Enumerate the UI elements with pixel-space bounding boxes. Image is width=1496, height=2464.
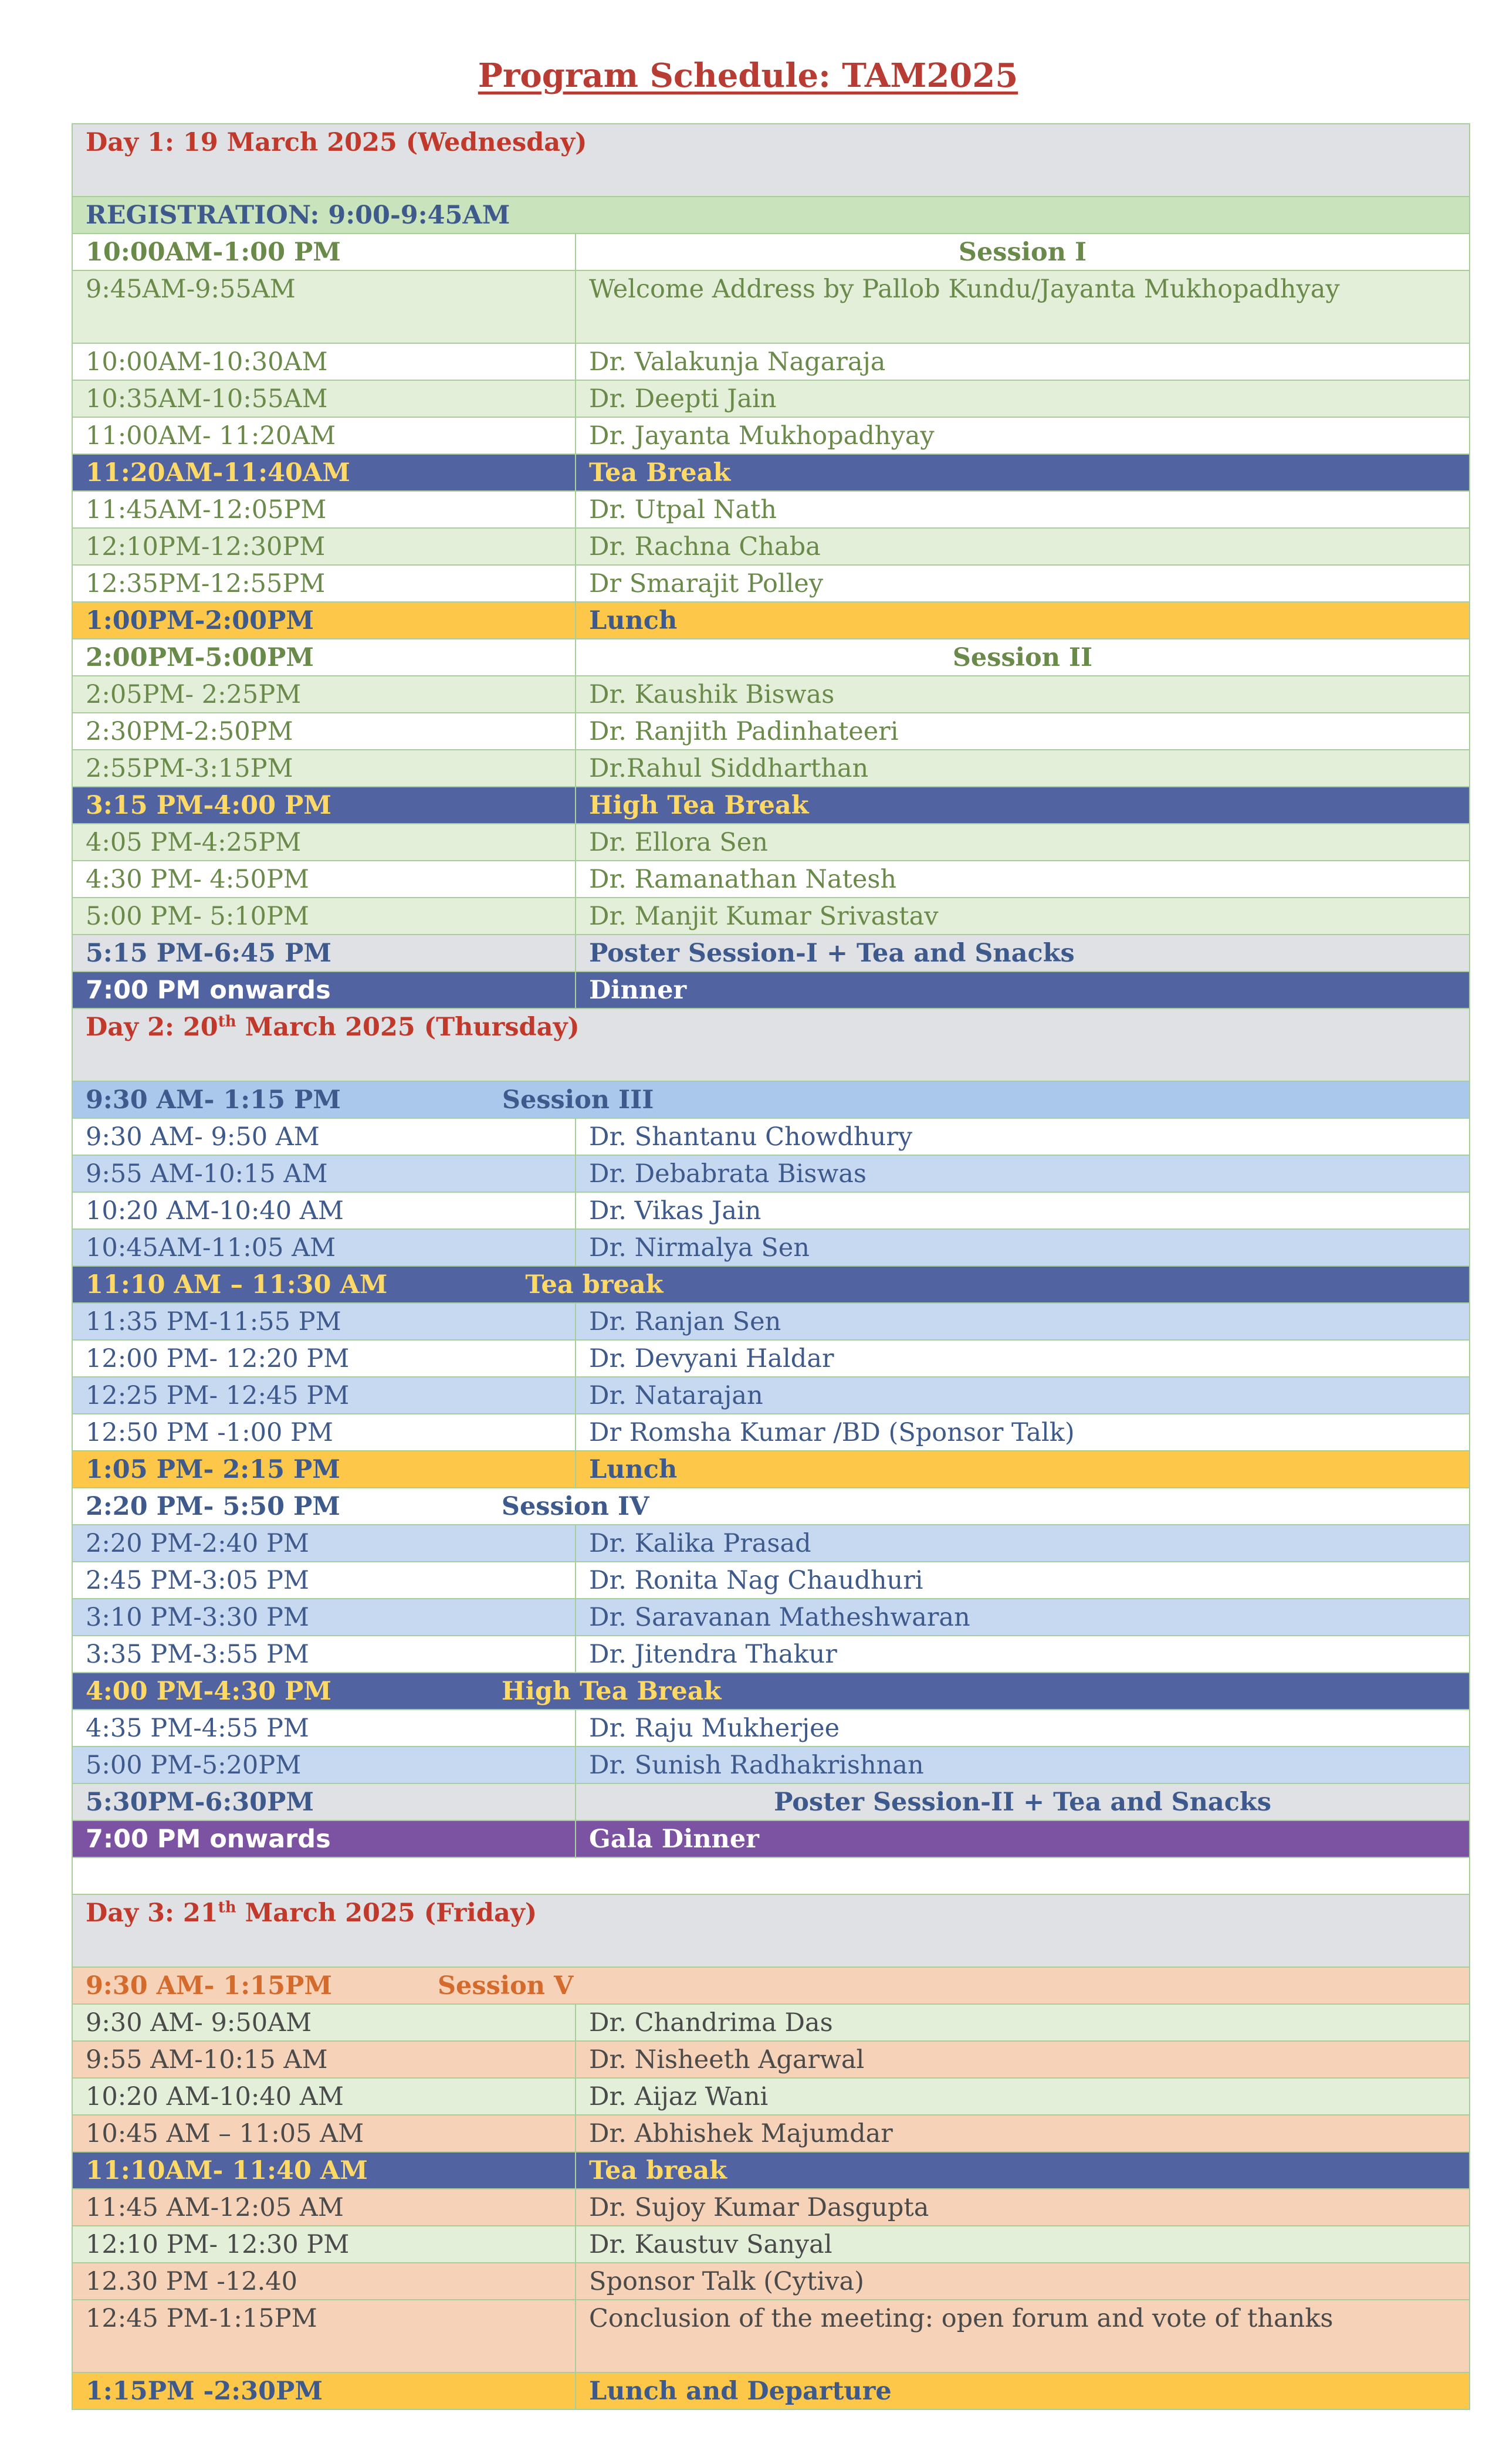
speaker-cell: Sponsor Talk (Cytiva) (576, 2263, 1470, 2300)
registration: REGISTRATION: 9:00-9:45AM (72, 197, 1470, 233)
time-cell: 12:10 PM- 12:30 PM (72, 2226, 576, 2263)
break-time: 11:10AM- 11:40 AM (72, 2152, 576, 2189)
speaker-cell: Dr. Deepti Jain (576, 380, 1470, 417)
time-cell: 12:45 PM-1:15PM (72, 2300, 576, 2372)
speaker-cell: Dr. Utpal Nath (576, 491, 1470, 528)
poster-label: Poster Session-II + Tea and Snacks (576, 1783, 1470, 1820)
day1-header-row (72, 124, 1470, 197)
session-header-row (72, 639, 1470, 676)
time-cell: 10:20 AM-10:40 AM (72, 2078, 576, 2115)
day3-header-sup: th (218, 1898, 236, 1917)
day3-header-pre: Day 3: 21 (86, 1898, 218, 1928)
dinner-row (72, 1820, 1470, 1857)
session-title: Session III (502, 1085, 654, 1115)
time-cell: 11:45 AM-12:05 AM (72, 2189, 576, 2226)
time-cell: 12:00 PM- 12:20 PM (72, 1340, 576, 1377)
time-cell: 3:10 PM-3:30 PM (72, 1599, 576, 1636)
speaker-cell: Dr. Kaushik Biswas (576, 676, 1470, 713)
spacer-row (72, 1857, 1470, 1894)
table-row (72, 343, 1470, 380)
day1-header: Day 1: 19 March 2025 (Wednesday) (72, 124, 1470, 197)
session-header (72, 1081, 1470, 1118)
table-row (72, 2041, 1470, 2078)
time-cell: 2:20 PM-2:40 PM (72, 1525, 576, 1562)
speaker-cell: Dr. Kaustuv Sanyal (576, 2226, 1470, 2263)
table-row (72, 1599, 1470, 1636)
speaker-cell: Dr.Rahul Siddharthan (576, 750, 1470, 787)
table-row (72, 2189, 1470, 2226)
lunch-label: Lunch (576, 1451, 1470, 1488)
speaker-cell: Dr. Saravanan Matheshwaran (576, 1599, 1470, 1636)
session-time: 9:30 AM- 1:15 PM (86, 1085, 341, 1115)
speaker-cell: Dr. Rachna Chaba (576, 528, 1470, 565)
speaker-cell: Dr. Aijaz Wani (576, 2078, 1470, 2115)
tea-break-row (72, 1266, 1470, 1303)
table-row (72, 528, 1470, 565)
time-cell: 10:20 AM-10:40 AM (72, 1192, 576, 1229)
table-row (72, 2004, 1470, 2041)
speaker-cell: Welcome Address by Pallob Kundu/Jayanta Mukhopadhyay (576, 270, 1470, 343)
lunch-time: 1:15PM -2:30PM (72, 2372, 576, 2409)
time-cell: 2:05PM- 2:25PM (72, 676, 576, 713)
time-cell: 12:50 PM -1:00 PM (72, 1414, 576, 1451)
speaker-cell: Dr. Sunish Radhakrishnan (576, 1747, 1470, 1783)
time-cell: 4:30 PM- 4:50PM (72, 861, 576, 898)
time-cell: 5:00 PM-5:20PM (72, 1747, 576, 1783)
break-label: Tea break (576, 2152, 1470, 2189)
table-row (72, 1155, 1470, 1192)
table-row (72, 713, 1470, 750)
speaker-cell: Dr Romsha Kumar /BD (Sponsor Talk) (576, 1414, 1470, 1451)
table-row (72, 417, 1470, 454)
speaker-cell: Conclusion of the meeting: open forum and vote of thanks (576, 2300, 1470, 2372)
table-row (72, 1562, 1470, 1599)
speaker-cell: Dr. Jayanta Mukhopadhyay (576, 417, 1470, 454)
table-row (72, 1747, 1470, 1783)
high-tea (72, 1673, 1470, 1710)
session-header (72, 1488, 1470, 1525)
time-cell: 9:45AM-9:55AM (72, 270, 576, 343)
lunch-label: Lunch and Departure (576, 2372, 1470, 2409)
day2-header-sup: th (218, 1013, 236, 1031)
dinner-label: Gala Dinner (576, 1820, 1470, 1857)
day3-header-post: March 2025 (Friday) (236, 1898, 537, 1928)
speaker-cell: Dr Smarajit Polley (576, 565, 1470, 602)
time-cell: 9:55 AM-10:15 AM (72, 2041, 576, 2078)
time-cell: 10:35AM-10:55AM (72, 380, 576, 417)
speaker-cell: Dr. Sujoy Kumar Dasgupta (576, 2189, 1470, 2226)
session-header-row (72, 1488, 1470, 1525)
table-row (72, 1414, 1470, 1451)
lunch-row (72, 2372, 1470, 2409)
speaker-cell: Dr. Debabrata Biswas (576, 1155, 1470, 1192)
speaker-cell: Dr. Ranjan Sen (576, 1303, 1470, 1340)
speaker-cell: Dr. Vikas Jain (576, 1192, 1470, 1229)
time-cell: 12:25 PM- 12:45 PM (72, 1377, 576, 1414)
table-row (72, 750, 1470, 787)
time-cell: 9:55 AM-10:15 AM (72, 1155, 576, 1192)
dinner-label: Dinner (576, 972, 1470, 1008)
schedule-table (72, 123, 1470, 2410)
time-cell: 2:55PM-3:15PM (72, 750, 576, 787)
break-time: 11:20AM-11:40AM (72, 454, 576, 491)
table-row (72, 1303, 1470, 1340)
speaker-cell: Dr. Ranjith Padinhateeri (576, 713, 1470, 750)
speaker-cell: Dr. Jitendra Thakur (576, 1636, 1470, 1673)
registration-row (72, 197, 1470, 233)
high-tea-row (72, 787, 1470, 824)
time-cell: 10:00AM-10:30AM (72, 343, 576, 380)
speaker-cell: Dr. Abhishek Majumdar (576, 2115, 1470, 2152)
session-time: 2:20 PM- 5:50 PM (86, 1492, 340, 1521)
break-label: High Tea Break (501, 1677, 722, 1706)
table-row (72, 2263, 1470, 2300)
time-cell: 2:30PM-2:50PM (72, 713, 576, 750)
speaker-cell: Dr. Raju Mukherjee (576, 1710, 1470, 1747)
time-cell: 11:35 PM-11:55 PM (72, 1303, 576, 1340)
high-tea-row (72, 1673, 1470, 1710)
break-time: 3:15 PM-4:00 PM (72, 787, 576, 824)
speaker-cell: Dr. Devyani Haldar (576, 1340, 1470, 1377)
table-row (72, 2300, 1470, 2372)
day2-header-row (72, 1008, 1470, 1081)
speaker-cell: Dr. Ellora Sen (576, 824, 1470, 861)
page-title: Program Schedule: TAM2025 (478, 56, 1018, 95)
time-cell: 2:45 PM-3:05 PM (72, 1562, 576, 1599)
dinner-row (72, 972, 1470, 1008)
session-header-row (72, 1967, 1470, 2004)
time-cell: 12:35PM-12:55PM (72, 565, 576, 602)
session-title: Session IV (501, 1492, 649, 1521)
time-cell: 9:30 AM- 9:50 AM (72, 1118, 576, 1155)
tea-break-row (72, 2152, 1470, 2189)
time-cell: 11:45AM-12:05PM (72, 491, 576, 528)
day2-header-pre: Day 2: 20 (86, 1013, 218, 1042)
table-row (72, 1710, 1470, 1747)
spacer-cell (72, 1857, 1470, 1894)
break-label: High Tea Break (576, 787, 1470, 824)
poster-label: Poster Session-I + Tea and Snacks (576, 935, 1470, 972)
table-row (72, 676, 1470, 713)
dinner-time: 7:00 PM onwards (72, 1820, 576, 1857)
session-title: Session II (576, 639, 1470, 676)
tea-break-row (72, 454, 1470, 491)
time-cell: 5:00 PM- 5:10PM (72, 898, 576, 935)
table-row (72, 898, 1470, 935)
speaker-cell: Dr. Kalika Prasad (576, 1525, 1470, 1562)
table-row (72, 2115, 1470, 2152)
speaker-cell: Dr. Ronita Nag Chaudhuri (576, 1562, 1470, 1599)
day3-header (72, 1894, 1470, 1967)
tea-break (72, 1266, 1470, 1303)
table-row (72, 1192, 1470, 1229)
table-row (72, 1636, 1470, 1673)
table-row (72, 1229, 1470, 1266)
speaker-cell: Dr. Valakunja Nagaraja (576, 343, 1470, 380)
poster-row (72, 1783, 1470, 1820)
session-time: 2:00PM-5:00PM (72, 639, 576, 676)
table-row (72, 565, 1470, 602)
lunch-time: 1:00PM-2:00PM (72, 602, 576, 639)
lunch-row (72, 1451, 1470, 1488)
time-cell: 12.30 PM -12.40 (72, 2263, 576, 2300)
lunch-label: Lunch (576, 602, 1470, 639)
day2-header (72, 1008, 1470, 1081)
table-row (72, 491, 1470, 528)
speaker-cell: Dr. Manjit Kumar Srivastav (576, 898, 1470, 935)
break-time: 4:00 PM-4:30 PM (86, 1677, 331, 1706)
speaker-cell: Dr. Nirmalya Sen (576, 1229, 1470, 1266)
speaker-cell: Dr. Ramanathan Natesh (576, 861, 1470, 898)
table-row (72, 2078, 1470, 2115)
table-row (72, 2226, 1470, 2263)
time-cell: 10:45 AM – 11:05 AM (72, 2115, 576, 2152)
day3-header-row (72, 1894, 1470, 1967)
session-title: Session I (576, 233, 1470, 270)
speaker-cell: Dr. Nisheeth Agarwal (576, 2041, 1470, 2078)
table-row (72, 861, 1470, 898)
break-label: Tea Break (576, 454, 1470, 491)
session-time: 9:30 AM- 1:15PM (86, 1971, 332, 2001)
poster-row (72, 935, 1470, 972)
speaker-cell: Dr. Chandrima Das (576, 2004, 1470, 2041)
session-header-row (72, 233, 1470, 270)
time-cell: 12:10PM-12:30PM (72, 528, 576, 565)
lunch-time: 1:05 PM- 2:15 PM (72, 1451, 576, 1488)
table-row (72, 1525, 1470, 1562)
session-time: 10:00AM-1:00 PM (72, 233, 576, 270)
table-row (72, 1118, 1470, 1155)
time-cell: 11:00AM- 11:20AM (72, 417, 576, 454)
speaker-cell: Dr. Natarajan (576, 1377, 1470, 1414)
time-cell: 3:35 PM-3:55 PM (72, 1636, 576, 1673)
session-header (72, 1967, 1470, 2004)
speaker-cell: Dr. Shantanu Chowdhury (576, 1118, 1470, 1155)
dinner-time: 7:00 PM onwards (72, 972, 576, 1008)
time-cell: 10:45AM-11:05 AM (72, 1229, 576, 1266)
poster-time: 5:15 PM-6:45 PM (72, 935, 576, 972)
break-label: Tea break (525, 1270, 664, 1299)
time-cell: 4:35 PM-4:55 PM (72, 1710, 576, 1747)
time-cell: 4:05 PM-4:25PM (72, 824, 576, 861)
break-time: 11:10 AM – 11:30 AM (86, 1270, 388, 1299)
poster-time: 5:30PM-6:30PM (72, 1783, 576, 1820)
lunch-row (72, 602, 1470, 639)
table-row (72, 270, 1470, 343)
day2-header-post: March 2025 (Thursday) (236, 1013, 580, 1042)
time-cell: 9:30 AM- 9:50AM (72, 2004, 576, 2041)
table-row (72, 380, 1470, 417)
session-title: Session V (437, 1971, 574, 2001)
session-header-row (72, 1081, 1470, 1118)
table-row (72, 1340, 1470, 1377)
table-row (72, 824, 1470, 861)
table-row (72, 1377, 1470, 1414)
